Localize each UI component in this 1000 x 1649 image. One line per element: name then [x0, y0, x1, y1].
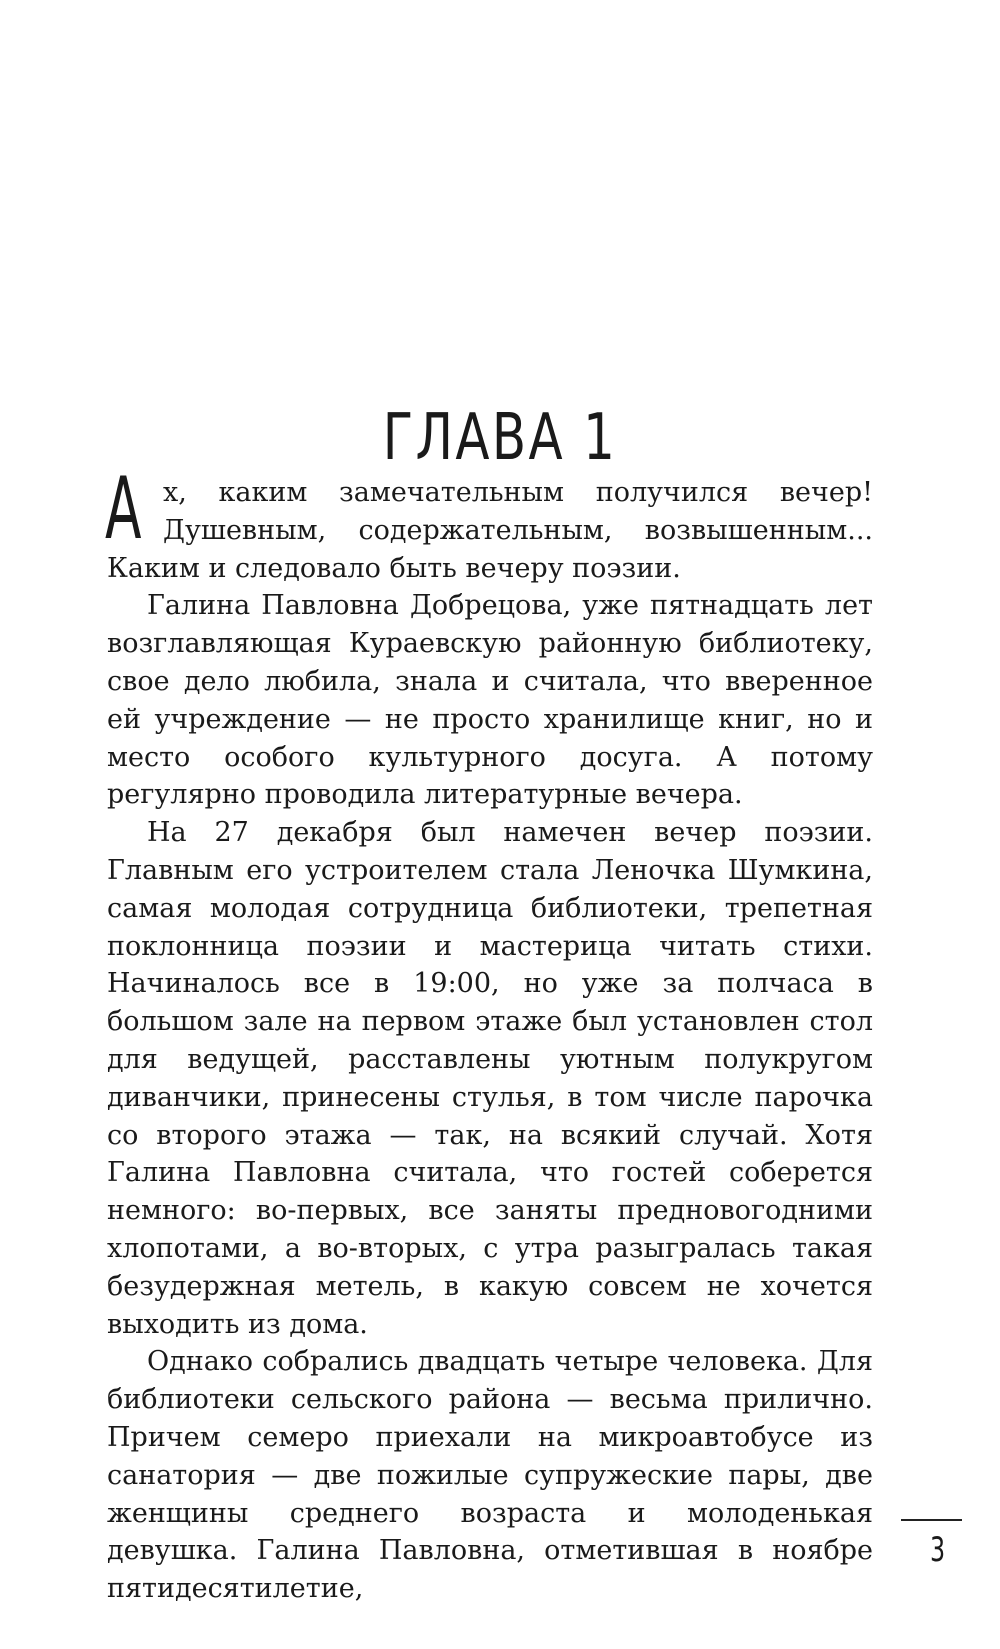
paragraph-1-text: х, каким замечательным получился вечер! Душевным, содержательным, возвышенным... Каким и следовало быть вечеру поэзии. [107, 477, 873, 584]
chapter-text [105, 459, 873, 1608]
paragraph-4: Однако собрались двадцать четыре человека. Для библиотеки сельского района — весьма прилично. Причем семеро приехали на микроавтобусе из санатория — две пожилые супружеские пары, две женщины среднего возраста и молоденькая девушка. Галина Павловна, отметившая в ноябре пятидесятилетие, [107, 1346, 873, 1605]
page-number: 3 [930, 1530, 946, 1570]
paragraph-1 [105, 459, 873, 587]
footer-rule [901, 1519, 962, 1521]
drop-cap: А [105, 459, 142, 559]
paragraph-2: Галина Павловна Добрецова, уже пятнадцать лет возглавляющая Кураевскую районную библиотеку, свое дело любила, знала и считала, что вверенное ей учреждение — не просто хранилище книг, но и место особого культурного досуга. А потому регулярно проводила литературные вечера. [107, 590, 873, 811]
paragraph-3: На 27 декабря был намечен вечер поэзии. Главным его устроителем стала Леночка Шумкина, самая молодая сотрудница библиотеки, трепетная поклонница поэзии и мастерица читать стихи. Начиналось все в 19:00, но уже за полчаса в большом зале на первом этаже был установлен стол для ведущей, расставлены уютным полукругом диванчики, принесены стулья, в том числе парочка со второго этажа — так, на всякий случай. Хотя Галина Павловна считала, что гостей соберется немного: во-первых, все заняты предновогодними хлопотами, а во-вторых, с утра разыгралась такая безудержная метель, в какую совсем не хочется выходить из дома. [107, 817, 873, 1340]
chapter-title: ГЛАВА 1 [382, 400, 618, 475]
